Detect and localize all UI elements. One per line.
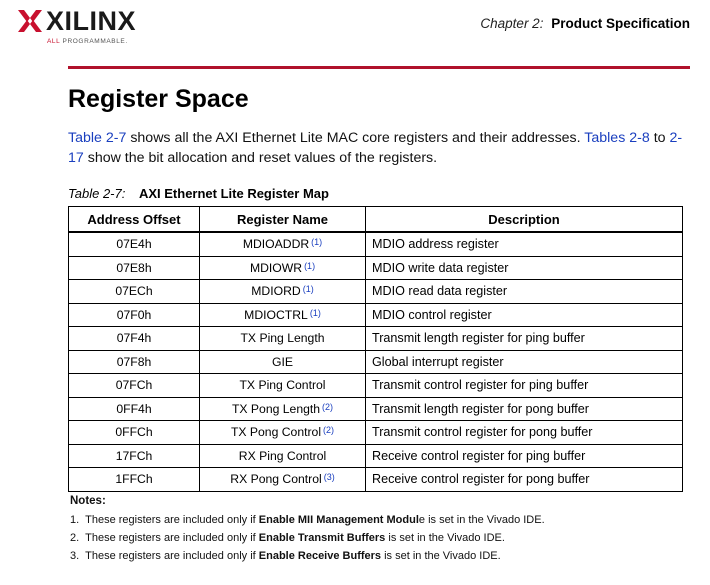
table-row xyxy=(69,397,683,421)
section-title: Register Space xyxy=(68,85,249,113)
note-item: 3. These registers are included only if Enable Receive Buffers is set in the Vivado IDE. xyxy=(70,550,501,562)
cell-offset: 07FCh xyxy=(69,374,200,398)
cell-register-name: RX Ping Control xyxy=(200,444,366,468)
cell-register-name: TX Ping Length xyxy=(200,327,366,351)
page-header xyxy=(0,0,710,70)
logo-wordmark: XILINX xyxy=(46,6,137,36)
table-caption-number: Table 2-7: xyxy=(68,186,126,201)
cell-description: Transmit control register for pong buffer xyxy=(366,421,683,445)
notes-heading: Notes: xyxy=(70,495,106,507)
cell-offset: 07E8h xyxy=(69,256,200,280)
table-range-link[interactable]: 2-17 xyxy=(68,130,683,166)
footnote-ref[interactable]: (1) xyxy=(302,284,314,295)
footnote-ref[interactable]: (2) xyxy=(323,425,335,436)
cell-register-name: TX Ping Control xyxy=(200,374,366,398)
cell-description: MDIO read data register xyxy=(366,280,683,304)
table-header-row xyxy=(69,207,683,233)
cell-description: Transmit length register for ping buffer xyxy=(366,327,683,351)
cell-description: Receive control register for ping buffer xyxy=(366,444,683,468)
cell-offset: 0FFCh xyxy=(69,421,200,445)
xilinx-x-mark-icon xyxy=(18,10,42,32)
cell-description: Receive control register for pong buffer xyxy=(366,468,683,492)
cell-offset: 1FFCh xyxy=(69,468,200,492)
cell-description: MDIO write data register xyxy=(366,256,683,280)
cell-register-name: TX Pong Length $^{(2)}$ xyxy=(200,397,366,421)
chapter-title: Product Specification xyxy=(551,16,690,31)
table-row xyxy=(69,256,683,280)
table-row xyxy=(69,303,683,327)
cell-register-name: RX Pong Control $^{(3)}$ xyxy=(200,468,366,492)
cell-offset: 07E4h xyxy=(69,232,200,256)
table-notes xyxy=(70,495,700,565)
table-row xyxy=(69,327,683,351)
footnote-ref[interactable]: (1) xyxy=(311,237,323,248)
intro-paragraph: Table 2-7 shows all the AXI Ethernet Lite MAC core registers and their addresses. Tables 2-8 to 2-17 show the bit allocation and reset values of the registers. xyxy=(68,130,683,166)
cell-register-name: MDIOADDR $^{(1)}$ xyxy=(200,232,366,256)
cell-description: Transmit control register for ping buffer xyxy=(366,374,683,398)
cell-register-name: TX Pong Control $^{(2)}$ xyxy=(200,421,366,445)
table-link[interactable]: Table 2-7 xyxy=(68,130,127,146)
table-row xyxy=(69,444,683,468)
cell-register-name: GIE xyxy=(200,350,366,374)
table-row xyxy=(69,421,683,445)
cell-description: MDIO control register xyxy=(366,303,683,327)
cell-description: Global interrupt register xyxy=(366,350,683,374)
cell-offset: 17FCh xyxy=(69,444,200,468)
header-divider xyxy=(68,66,690,69)
cell-offset: 07F4h xyxy=(69,327,200,351)
column-header-offset: Address Offset xyxy=(69,207,200,233)
tables-link[interactable]: Tables 2-8 xyxy=(584,130,650,146)
note-item: 2. These registers are included only if Enable Transmit Buffers is set in the Vivado IDE. xyxy=(70,532,505,544)
cell-register-name: MDIORD $^{(1)}$ xyxy=(200,280,366,304)
footnote-ref[interactable]: (2) xyxy=(322,401,334,412)
register-map-table xyxy=(68,206,683,492)
column-header-description: Description xyxy=(366,207,683,233)
table-caption-title: AXI Ethernet Lite Register Map xyxy=(138,186,329,201)
cell-offset: 07F0h xyxy=(69,303,200,327)
footnote-ref[interactable]: (1) xyxy=(304,260,316,271)
cell-description: MDIO address register xyxy=(366,232,683,256)
table-caption xyxy=(68,186,329,201)
cell-offset: 07F8h xyxy=(69,350,200,374)
chapter-heading xyxy=(480,16,690,31)
table-row xyxy=(69,280,683,304)
chapter-label: Chapter 2: xyxy=(480,16,544,31)
table-row xyxy=(69,232,683,256)
cell-register-name: MDIOWR $^{(1)}$ xyxy=(200,256,366,280)
note-item: 1. These registers are included only if Enable MII Management Module is set in the Vivado IDE. xyxy=(70,514,545,526)
footnote-ref[interactable]: (3) xyxy=(323,472,335,483)
column-header-name: Register Name xyxy=(200,207,366,233)
logo-tagline: ALL PROGRAMMABLE. xyxy=(47,38,128,45)
cell-description: Transmit length register for pong buffer xyxy=(366,397,683,421)
cell-offset: 07ECh xyxy=(69,280,200,304)
table-row xyxy=(69,350,683,374)
cell-register-name: MDIOCTRL $^{(1)}$ xyxy=(200,303,366,327)
table-row xyxy=(69,468,683,492)
table-row xyxy=(69,374,683,398)
cell-offset: 0FF4h xyxy=(69,397,200,421)
footnote-ref[interactable]: (1) xyxy=(309,307,321,318)
